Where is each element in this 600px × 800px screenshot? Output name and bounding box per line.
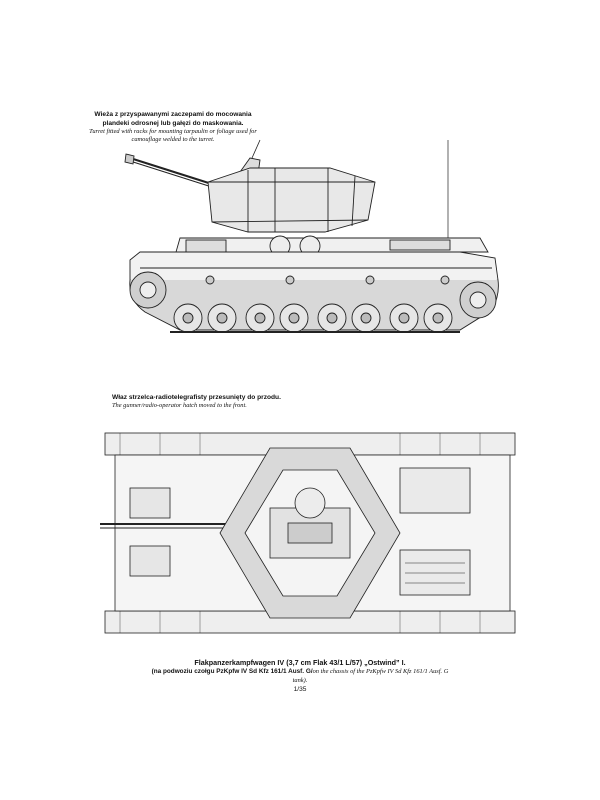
vehicle-subtitle-polish: (na podwoziu czołgu PzKpfw IV Sd Kfz 161/1 Ausf. G/ [151, 668, 313, 675]
scale-label: 1/35 [293, 686, 307, 693]
top-view-caption-english: The gunner/radio-operator hatch moved to the front. [112, 402, 247, 409]
figure-caption [150, 658, 450, 695]
vehicle-title: Flakpanzerkampfwagen IV (3,7 cm Flak 43/1 L/57) „Ostwind” I. [194, 658, 406, 667]
side-view-caption-english: Turret fitted with racks for mounting tarpaulin or foliage used for camouflage welded to the turret. [89, 128, 257, 143]
top-view-caption [112, 393, 332, 410]
vehicle-subtitle-english: on the chassis of the PzKpfw IV Sd Kfz 161/1 Ausf. G tank). [292, 668, 449, 684]
side-view-drawing [100, 130, 520, 360]
vehicle-subtitle [150, 667, 450, 685]
top-view-caption-polish: Właz strzelca-radiotelegrafisty przesunięty do przodu. [112, 394, 281, 401]
top-view-drawing [100, 428, 520, 638]
side-view-caption-polish: Wieża z przyspawanymi zaczepami do mocowania plandeki odrosnej lub gałęzi do maskowania. [94, 111, 252, 127]
